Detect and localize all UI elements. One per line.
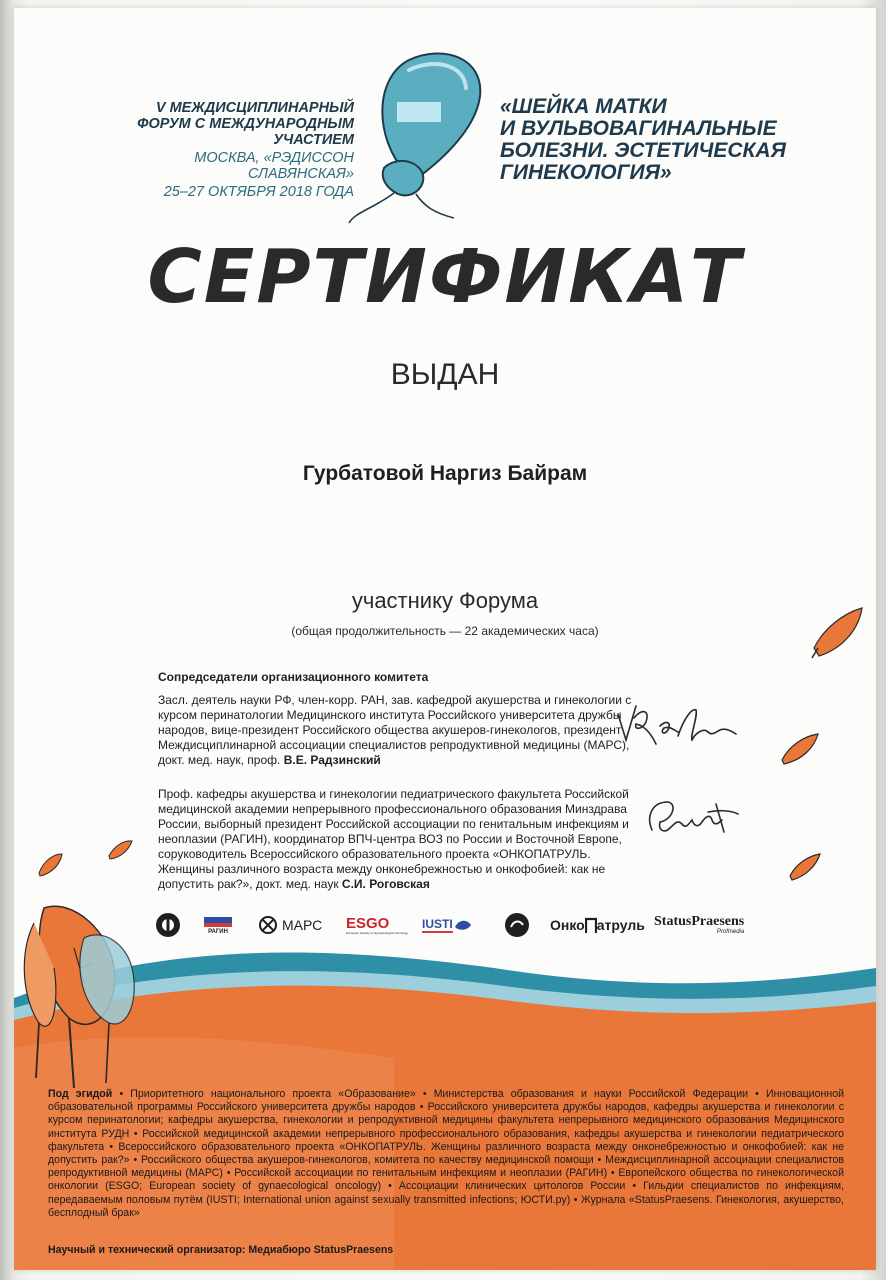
onkopatrul-p-icon [585, 916, 597, 934]
cochair-2-name: С.И. Роговская [341, 877, 430, 891]
iusti-map-icon [453, 917, 473, 933]
cochair-2 [158, 787, 638, 892]
topic-line: ГИНЕКОЛОГИЯ» [500, 161, 672, 184]
footer-text: • Приоритетного национального проекта «Образование» • Министерства образования и науки Российской Федерации • Инновационной образовательной программы Российского университета дружбы народов • Российского университета дружбы народов, кафедры акушерства и гинекологии с курсом перинатологии; кафедры акушерства, гинекологии и репродуктивной медицины факультета непрерывного медицинского образования Медицинского института РУДН • Российской медицинской академии непрерывного профессионального образования, кафедры акушерства и гинекологии педиатрического факультета • Всероссийского образовательного проекта «ОНКОПАТРУЛЬ. Женщины различного возраста между онконебрежностью и онкофобией: как не допустить рак?» • Российского общества акушеров-гинекологов, комитета по качеству медицинской помощи • Междисциплинарной ассоциации специалистов репродуктивной медицины (МАРС) • Российской ассоциации по генитальным инфекциям и неоплазии (РАГИН) • Европейского общества по гинекологической онкологии (ESGO; European society of gynaecological oncology) • Ассоциации клинических цитологов России • Гильдии специалистов по инфекциям, передаваемым половым путём (IUSTI; International union against sexually transmitted infections; ЮСТИ.ру) • Журнала «StatusPraesens. Гинекология, акушерство, бесплодный брак» [48, 1088, 844, 1219]
duration-note: (общая продолжительность — 22 академических часа) [291, 624, 599, 638]
ragin-emblem-icon [204, 915, 232, 929]
rudn-emblem-icon [154, 911, 182, 939]
forum-topic [500, 96, 830, 184]
topic-line: БОЛЕЗНИ. ЭСТЕТИЧЕСКАЯ [500, 139, 786, 162]
onko-suffix: атруль [596, 917, 645, 933]
statuspraesens-sub: Profmedia [716, 929, 745, 935]
ragin-logo [204, 908, 232, 942]
esgo-logo [346, 908, 408, 942]
signature-radzinsky [612, 696, 752, 756]
mars-logo [258, 908, 322, 942]
mars-label: МАРС [282, 917, 323, 933]
cochair-1-text: Засл. деятель науки РФ, член-корр. РАН, зав. кафедрой акушерства и гинекологии с курсом перинатологии Медицинского института Российского университета дружбы народов, вице-президент Российского общества акушеров-гинекологов, президент Междисциплинарной ассоциации специалистов репродуктивной медицины (МАРС), докт. мед. наук, проф. [158, 693, 632, 767]
mars-emblem-icon [258, 915, 278, 935]
leaf-icon [782, 734, 818, 764]
leaf-icon [790, 854, 820, 880]
footer-organizer: Научный и технический организатор: Медиабюро StatusPraesens [48, 1244, 394, 1256]
recipient-name: Гурбатовой Наргиз Байрам [302, 462, 588, 485]
forum-line: V МЕЖДИСЦИПЛИНАРНЫЙ [155, 100, 354, 116]
cochair-2-text: Проф. кафедры акушерства и гинекологии педиатрического факультета Российской медицинской академии непрерывного профессионального образования Минздрава России, выборный президент Российской ассоциации по генитальным инфекциям и неоплазии (РАГИН), координатор ВПЧ-центра ВОЗ по России и Восточной Европе, соруководитель Всероссийского образовательного проекта «ОНКОПАТРУЛЬ. Женщины различного возраста между онконебрежностью и онкофобией: как не допустить рак?», докт. мед. наук [158, 787, 629, 891]
ragin-label: РАГИН [208, 929, 228, 935]
signature-rogovskaya [638, 792, 748, 844]
forum-line: УЧАСТИЕМ [273, 132, 354, 148]
certificate-sheet [14, 8, 876, 1270]
footer-lead: Под эгидой [48, 1088, 113, 1100]
topic-line: «ШЕЙКА МАТКИ [500, 95, 667, 118]
forum-info [94, 100, 354, 200]
forum-dates: 25–27 ОКТЯБРЯ 2018 ГОДА [163, 184, 354, 200]
esgo-sub: European Society of Gynaecological Oncology [346, 930, 408, 935]
topic-line: И ВУЛЬВОВАГИНАЛЬНЫЕ [500, 117, 777, 140]
statuspraesens-label: StatusPraesens [654, 914, 745, 929]
iusti-logo [422, 908, 473, 942]
esgo-label: ESGO [346, 914, 390, 932]
statuspraesens-logo [654, 908, 744, 942]
balloon-icon [349, 53, 480, 223]
partner-logos [154, 908, 754, 942]
cochair-1-name: В.Е. Радзинский [283, 753, 381, 767]
certificate-title: СЕРТИФИКАТ [147, 234, 743, 320]
association-logo [504, 908, 530, 942]
recipient-role: участнику Форума [351, 588, 539, 613]
footer-auspices [48, 1088, 844, 1220]
forum-line: ФОРУМ С МЕЖДУНАРОДНЫМ [137, 116, 354, 132]
onko-prefix: Онко [550, 917, 585, 933]
iusti-label: IUSTI [422, 917, 453, 931]
cochairs-heading: Сопредседатели организационного комитета [158, 670, 429, 684]
issued-label: ВЫДАН [390, 358, 500, 391]
rudn-logo [154, 908, 182, 942]
association-emblem-icon [504, 912, 530, 938]
forum-venue: МОСКВА, «РЭДИССОН СЛАВЯНСКАЯ» [194, 150, 354, 182]
cochair-1 [158, 693, 638, 768]
onkopatrul-logo [550, 908, 645, 942]
